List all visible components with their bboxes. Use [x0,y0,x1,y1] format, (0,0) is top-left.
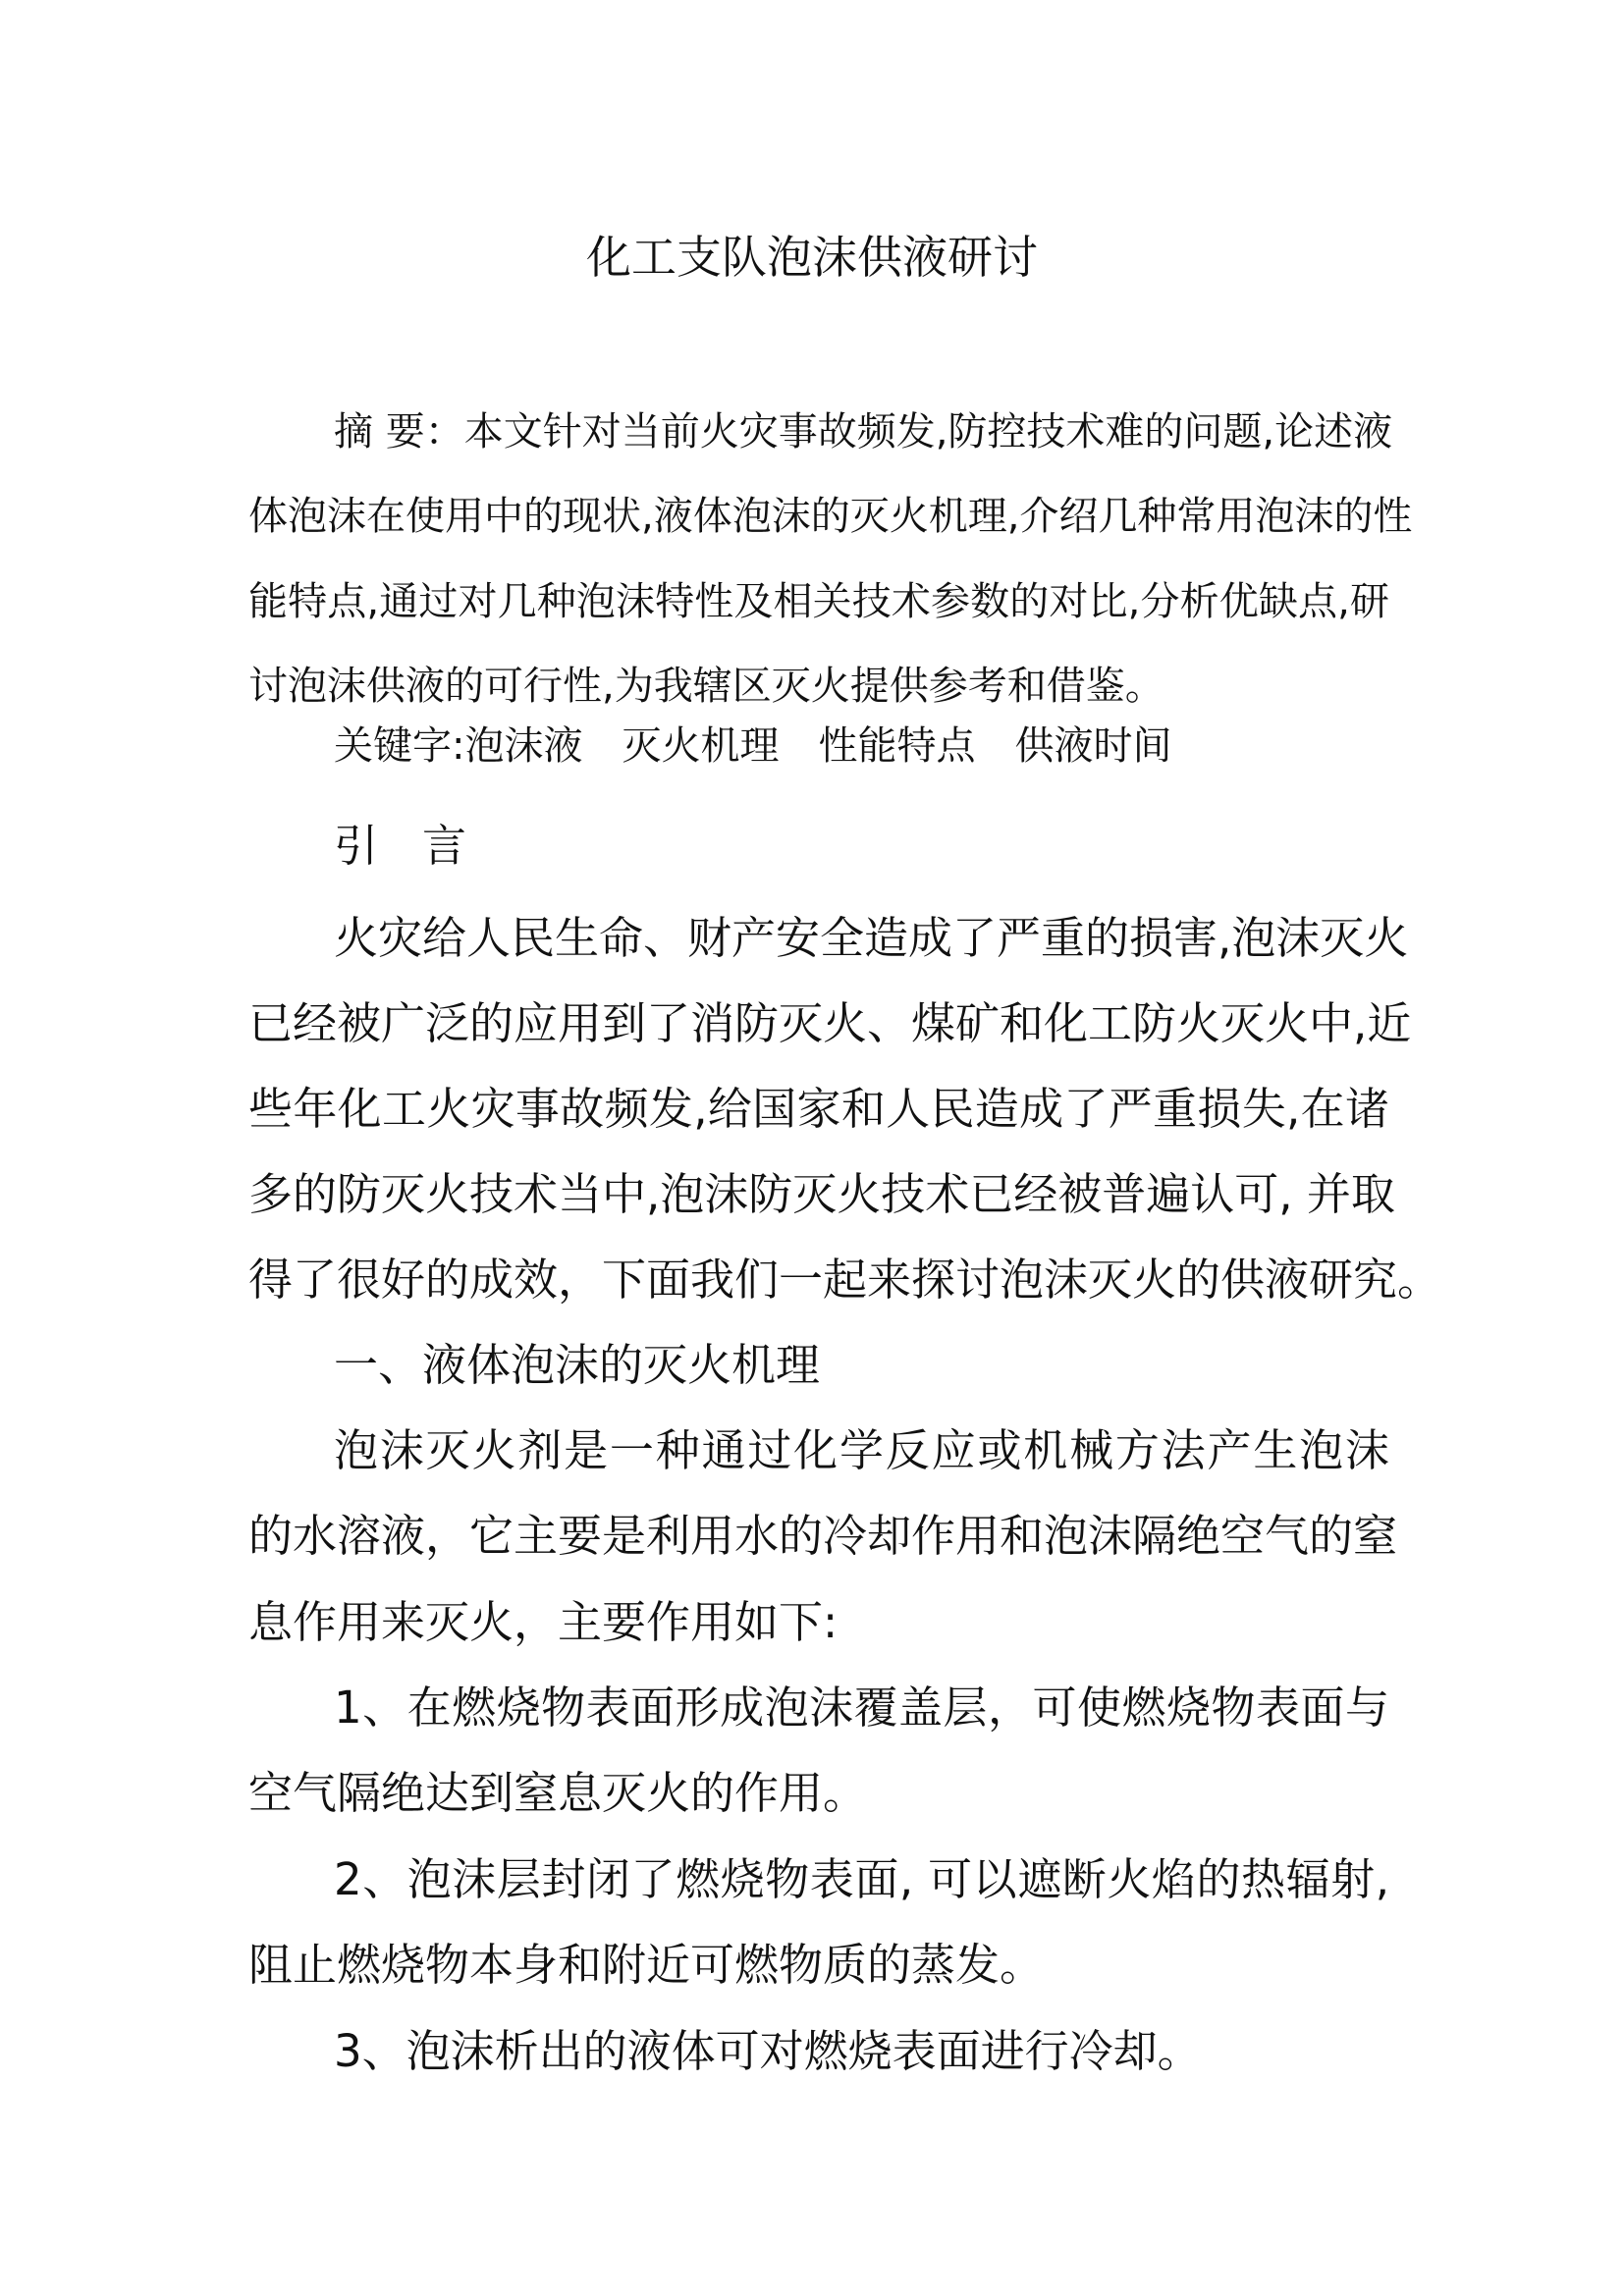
paragraph-line: 得了很好的成效，下面我们一起来探讨泡沫灭火的供液研究。 [248,1254,1442,1306]
paragraph-line: 已经被广泛的应用到了消防灭火、煤矿和化工防火灭火中,近 [248,997,1412,1049]
paragraph-line: 1、在燃烧物表面形成泡沫覆盖层，可使燃烧物表面与 [334,1682,1389,1734]
paragraph-line: 泡沫灭火剂是一种通过化学反应或机械方法产生泡沫 [334,1424,1389,1476]
abstract-line: 能特点,通过对几种泡沫特性及相关技术参数的对比,分析优缺点,研 [248,579,1389,624]
section-heading: 一、液体泡沫的灭火机理 [334,1339,821,1391]
paragraph-line: 阻止燃烧物本身和附近可燃物质的蒸发。 [248,1939,1045,1991]
abstract-line: 摘 要：本文针对当前火灾事故频发,防控技术难的问题,论述液 [334,409,1393,454]
paragraph-line: 火灾给人民生命、财产安全造成了严重的损害,泡沫灭火 [334,912,1409,964]
paragraph-line: 息作用来灭火，主要作用如下: [248,1596,839,1648]
paragraph-line: 2、泡沫层封闭了燃烧物表面, 可以遮断火焰的热辐射, [334,1853,1389,1905]
abstract-line: 讨泡沫供液的可行性,为我辖区灭火提供参考和借鉴。 [248,664,1164,709]
paragraph-line: 空气隔绝达到窒息灭火的作用。 [248,1767,868,1819]
paragraph-line: 3、泡沫析出的液体可对燃烧表面进行冷却。 [334,2025,1202,2077]
document-title: 化工支队泡沫供液研讨 [586,231,1038,284]
paragraph-line: 些年化工火灾事故频发,给国家和人民造成了严重损失,在诸 [248,1083,1389,1135]
abstract-line: 体泡沫在使用中的现状,液体泡沫的灭火机理,介绍几种常用泡沫的性 [248,494,1413,539]
keywords: 关键字:泡沫液 灭火机理 性能特点 供液时间 [334,723,1172,769]
intro-heading: 引 言 [334,820,467,872]
paragraph-line: 多的防灭火技术当中,泡沫防灭火技术已经被普遍认可, 并取 [248,1168,1395,1220]
paragraph-line: 的水溶液，它主要是利用水的冷却作用和泡沫隔绝空气的窒 [248,1510,1398,1562]
